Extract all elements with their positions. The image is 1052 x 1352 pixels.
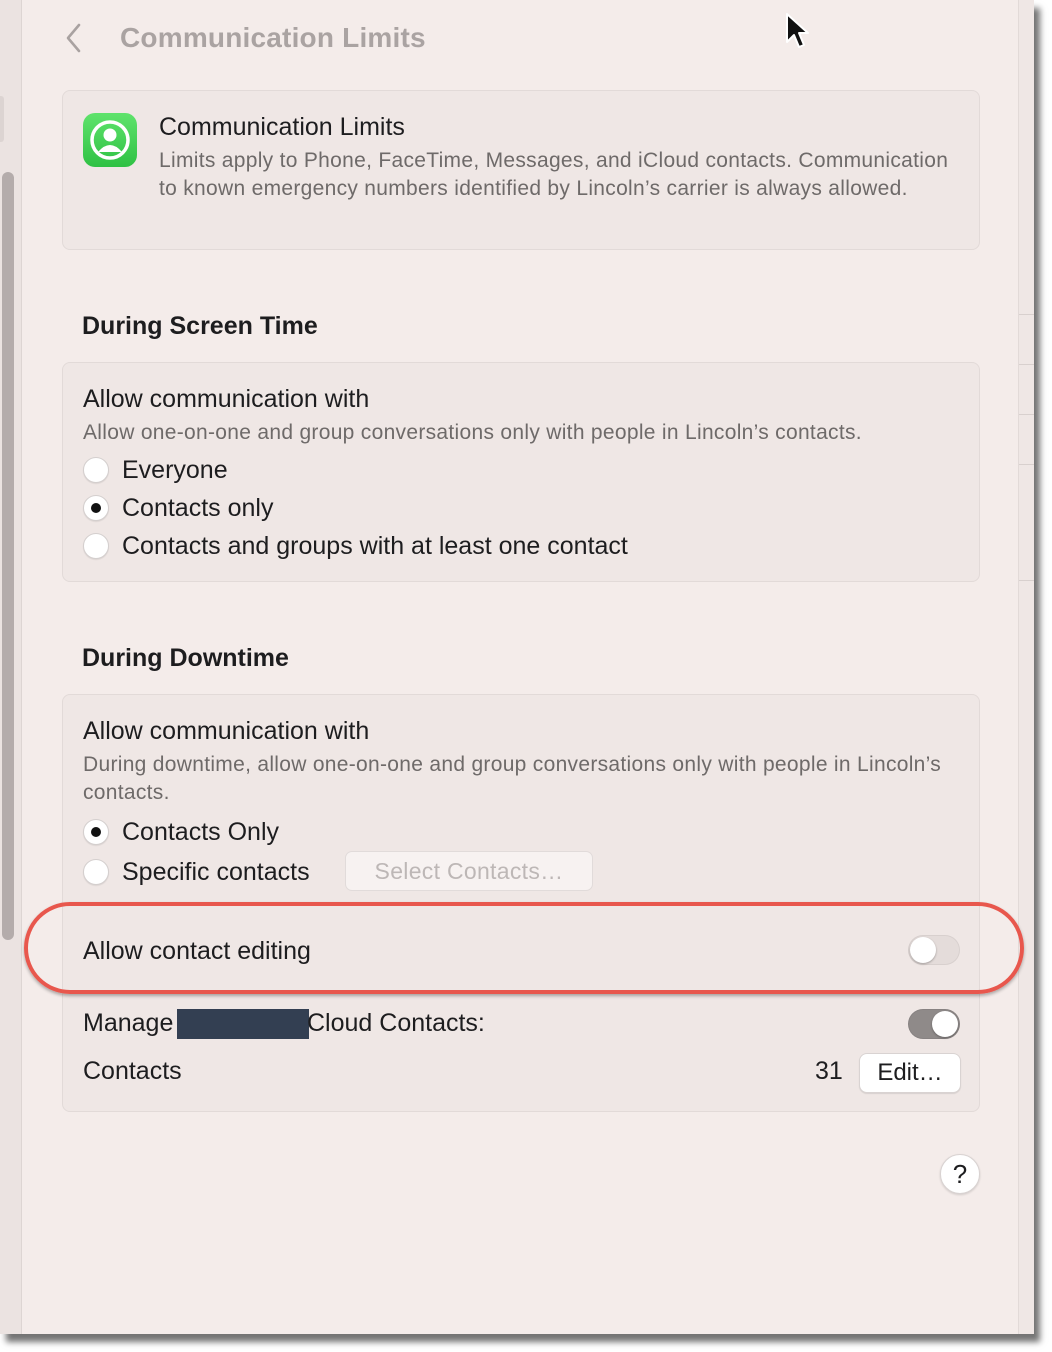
sidebar-edge [0, 0, 22, 1334]
divider [1019, 364, 1034, 365]
divider [1019, 314, 1034, 315]
section-heading-screen-time: During Screen Time [82, 312, 318, 340]
radio-button[interactable] [83, 457, 109, 483]
card-title: Allow communication with [83, 385, 370, 413]
radio-dot [91, 827, 101, 837]
screen-time-card [62, 362, 980, 582]
radio-contacts-only[interactable] [83, 493, 273, 523]
select-contacts-button[interactable]: Select Contacts… [345, 851, 593, 891]
toggle-knob [932, 1011, 958, 1037]
back-button[interactable] [62, 20, 86, 56]
page-header [62, 18, 426, 58]
person-circle-icon [83, 113, 137, 167]
sidebar-notch [0, 96, 4, 142]
edit-contacts-button[interactable]: Edit… [859, 1053, 961, 1093]
intro-card [62, 90, 980, 250]
radio-button[interactable] [83, 859, 109, 885]
radio-button-selected[interactable] [83, 495, 109, 521]
right-panel-edge [1018, 0, 1034, 1334]
chevron-left-icon [64, 22, 84, 54]
help-button[interactable]: ? [940, 1154, 980, 1194]
divider [1019, 464, 1034, 465]
radio-label: Specific contacts [122, 857, 310, 886]
radio-contacts-only-downtime[interactable] [83, 817, 279, 847]
radio-dot [91, 503, 101, 513]
allow-contact-editing-toggle[interactable] [908, 935, 960, 965]
card-description: Allow one-on-one and group conversations only with people in Lincoln’s contacts. [83, 421, 862, 444]
divider [1019, 414, 1034, 415]
contacts-label: Contacts [83, 1057, 182, 1085]
radio-everyone[interactable] [83, 455, 228, 485]
page-title: Communication Limits [120, 22, 426, 53]
radio-label: Contacts Only [122, 817, 280, 846]
allow-contact-editing-label: Allow contact editing [83, 937, 311, 965]
scrollbar-thumb[interactable] [2, 172, 14, 940]
radio-button[interactable] [83, 533, 109, 559]
radio-label: Contacts only [122, 493, 274, 522]
divider [1019, 580, 1034, 581]
intro-description: Limits apply to Phone, FaceTime, Messages, and iCloud contacts. Communication to known emergency numbers identified by Lincoln’s carrier is always allowed. [159, 149, 949, 200]
card-description: During downtime, allow one-on-one and group conversations only with people in Lincoln’s contacts. [83, 753, 942, 804]
radio-contacts-and-groups[interactable] [83, 531, 628, 561]
manage-label-suffix: Cloud Contacts: [307, 1009, 485, 1037]
mouse-cursor-icon [784, 12, 810, 50]
downtime-card [62, 694, 980, 1112]
manage-label-prefix: Manage [83, 1009, 174, 1037]
radio-label: Contacts and groups with at least one contact [122, 531, 628, 560]
redaction-bar [177, 1009, 309, 1039]
radio-button-selected[interactable] [83, 819, 109, 845]
card-title: Allow communication with [83, 717, 370, 745]
radio-label: Everyone [122, 455, 228, 484]
intro-title: Communication Limits [159, 113, 405, 141]
toggle-knob [910, 937, 936, 963]
section-heading-downtime: During Downtime [82, 644, 289, 672]
manage-icloud-contacts-toggle[interactable] [908, 1009, 960, 1039]
contacts-count: 31 [815, 1057, 843, 1085]
radio-specific-contacts[interactable] [83, 857, 310, 887]
